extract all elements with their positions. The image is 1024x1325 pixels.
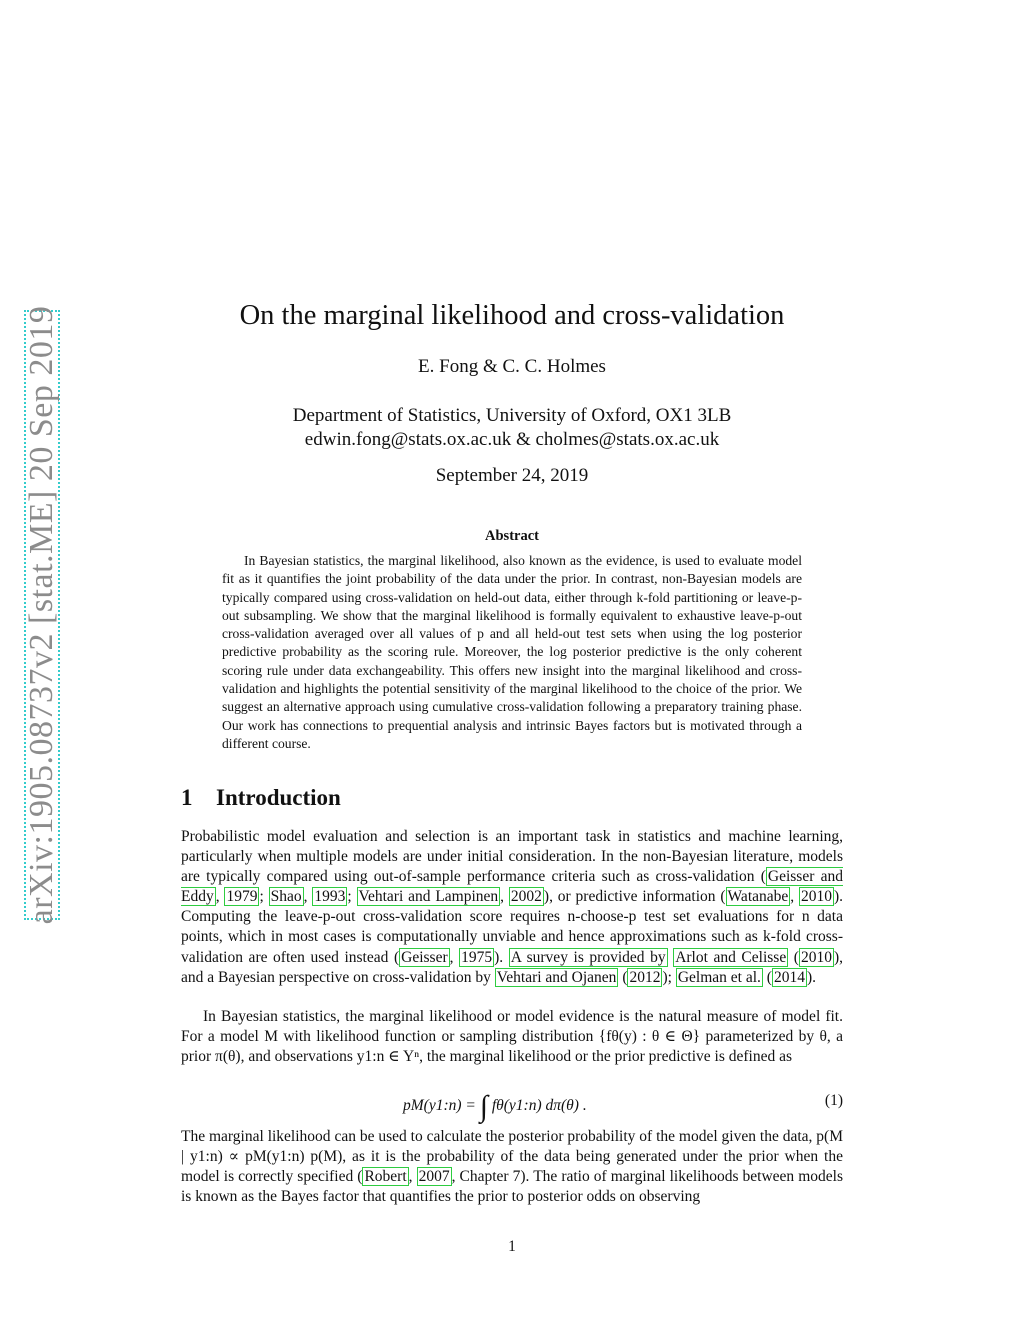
equation-number: (1) (824, 1092, 843, 1109)
section-number: 1 (181, 785, 193, 810)
text-run: , (408, 1168, 417, 1186)
paper-title: On the marginal likelihood and cross-validation (239, 300, 785, 331)
intro-paragraph-2: In Bayesian statistics, the marginal likelihood or model evidence is the natural measure of model fit. For a model M with likelihood function or sampling distribution {fθ(y) : θ ∈ Θ} parameterized by θ, a prior π(θ), and observations y1:n ∈ Yⁿ, the marginal likelihood or the prior predictive is defined as (181, 1008, 843, 1066)
citation-link[interactable]: 2007 (418, 1168, 450, 1186)
intro-paragraph-3 (181, 1127, 843, 1207)
section-title: Introduction (216, 785, 341, 810)
text-run: , (215, 888, 225, 906)
citation-link[interactable]: 2014 (773, 968, 805, 986)
citation-link[interactable]: 1975 (461, 948, 493, 966)
equation-rhs: fθ(y1:n) dπ(θ) . (487, 1097, 587, 1114)
citation-link[interactable]: 2002 (510, 888, 542, 906)
text-run: , Chapter 7). The ratio of marginal likelihoods between models is known as the Bayes factor that quantifies the prior to posterior odds on observing (181, 1168, 844, 1206)
integral-sign: ∫ (479, 1090, 488, 1123)
emails: edwin.fong@stats.ox.ac.uk & cholmes@stats.ox.ac.uk (304, 429, 720, 450)
citation-link[interactable]: Vehtari and Lampinen (358, 888, 499, 906)
text-run: , (449, 948, 460, 966)
abstract-text: In Bayesian statistics, the marginal likelihood, also known as the evidence, is used to evaluate model fit as it quantifies the joint probability of the data under the prior. In contrast, non-Bayesian models are typically compared using cross-validation on held-out data, either through k-fold partitioning or leave-p-out subsampling. We show that the marginal likelihood is formally equivalent to exhaustive leave-p-out cross-validation averaged over all values of p and all held-out test sets when using the log posterior predictive probability as the scoring rule. Moreover, the log posterior predictive is the only coherent scoring rule under data exchangeability. This offers new insight into the marginal likelihood and cross-validation and highlights the potential sensitivity of the marginal likelihood to the choice of the prior. We suggest an alternative approach using cumulative cross-validation following a preparatory training phase. Our work has connections to prequential analysis and intrinsic Bayes factors but is motivated through a different course. (222, 553, 802, 751)
citation-link[interactable]: 2010 (801, 888, 832, 906)
citation-link[interactable]: Vehtari and Ojanen (496, 968, 617, 986)
text-run: ( (618, 968, 628, 986)
text-run: ), and a Bayesian perspective on cross-validation by (181, 948, 844, 986)
citation-link[interactable]: Geisser (401, 948, 448, 966)
text-run: , (303, 888, 313, 906)
text-run: ; (259, 888, 269, 906)
text-run: ). (494, 948, 509, 966)
arxiv-identifier[interactable]: arXiv:1905.08737v2 [stat.ME] 20 Sep 2019 (23, 305, 60, 925)
citation-link[interactable]: 2012 (629, 968, 661, 986)
citation-link[interactable]: 2010 (800, 948, 832, 966)
text-run: ; (347, 888, 357, 906)
section-heading (181, 785, 341, 811)
text-run: , (500, 888, 509, 906)
text-run: ( (762, 968, 772, 986)
department: Department of Statistics, University of Oxford, OX1 3LB (292, 405, 732, 426)
date: September 24, 2019 (435, 465, 589, 486)
intro-paragraph-1 (181, 827, 843, 988)
citation-link[interactable]: Arlot and Celisse (675, 948, 787, 966)
citation-link[interactable]: Shao (270, 888, 302, 906)
text-run: ); (662, 968, 676, 986)
text-run: ). Computing the leave-p-out cross-validation score requires n-choose-p test set evaluations for n data points, which in most cases is computationally unviable and hence approximations such as k-fold cross-validation are often used instead ( (181, 888, 844, 966)
citation-link[interactable]: Watanabe (727, 888, 789, 906)
text-run: ). (806, 968, 816, 986)
equation-body (403, 1090, 587, 1124)
citation-link[interactable]: A survey is provided by (510, 948, 666, 966)
equation-lhs: pM(y1:n) = (403, 1097, 480, 1114)
page-number: 1 (508, 1238, 516, 1255)
affiliation (0, 404, 1024, 452)
citation-link[interactable]: Robert (364, 1168, 407, 1186)
citation-link[interactable]: 1993 (314, 888, 346, 906)
text-run: Probabilistic model evaluation and selection is an important task in statistics and machine learning, particularly when multiple models are under initial consideration. In the non-Bayesian literature, models are typically compared using out-of-sample performance criteria such as cross-validation ( (181, 828, 843, 886)
text-run: ), or predictive information ( (543, 888, 726, 906)
citation-link[interactable]: Gelman et al. (677, 968, 761, 986)
citation-link[interactable]: Geisser and Eddy (181, 868, 843, 906)
text-run: ( (788, 948, 799, 966)
text-run: , (790, 888, 799, 906)
authors: E. Fong & C. C. Holmes (418, 356, 606, 377)
text-run: The marginal likelihood can be used to calculate the posterior probability of the model given the data, p(M | y1:n) ∝ pM(y1:n) p(M), as it is the probability of the data being generated under the prior when the model is correctly specified ( (181, 1128, 843, 1186)
abstract-heading: Abstract (485, 528, 539, 544)
citation-link[interactable]: 1979 (226, 888, 258, 906)
equation-1 (181, 1090, 843, 1123)
